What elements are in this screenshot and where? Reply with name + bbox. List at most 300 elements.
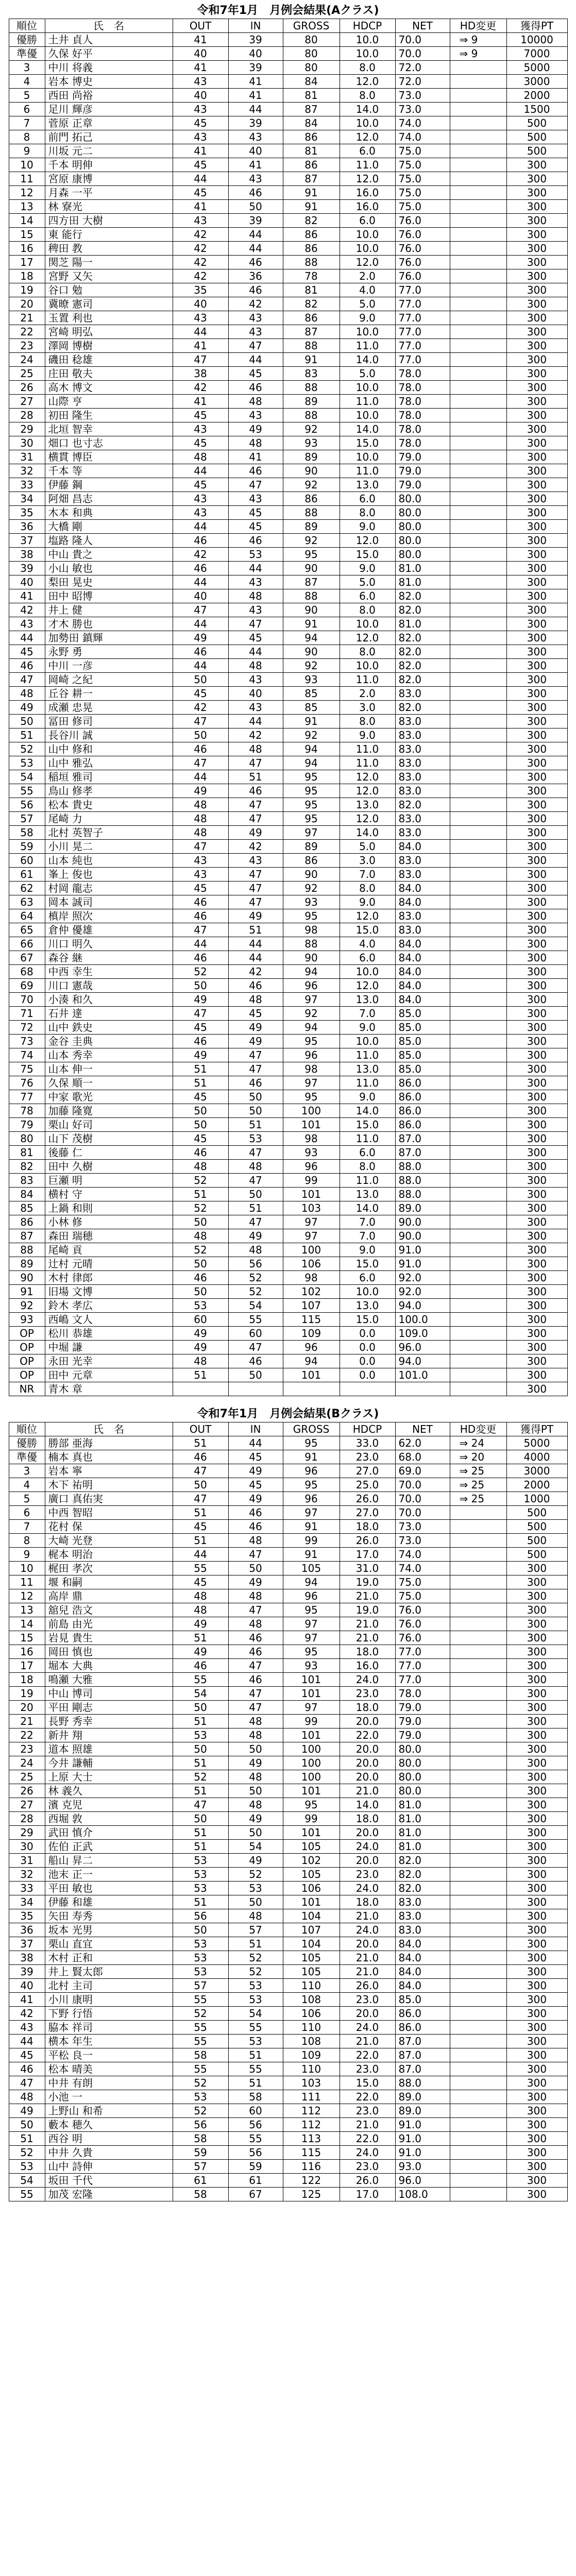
table-row: [9, 1868, 567, 1882]
rank-cell: 13: [9, 1603, 45, 1617]
table-row: [9, 89, 567, 103]
in-cell: 44: [228, 228, 283, 242]
name-cell: 尾崎 貢: [45, 1243, 173, 1257]
hd-change-cell: [450, 673, 506, 687]
hd-change-cell: [450, 993, 506, 1007]
in-cell: 43: [228, 603, 283, 617]
gross-cell: 97: [283, 1076, 340, 1090]
rank-cell: 91: [9, 1285, 45, 1299]
header-net: NET: [395, 1422, 450, 1436]
table-row: [9, 130, 567, 144]
points-cell: 300: [506, 1271, 567, 1285]
gross-cell: 81: [283, 89, 340, 103]
name-cell: 梶本 明治: [45, 1548, 173, 1562]
name-cell: 栗山 直宜: [45, 1937, 173, 1951]
net-cell: 87.0: [395, 2062, 450, 2076]
in-cell: 46: [228, 1506, 283, 1520]
in-cell: 50: [228, 1742, 283, 1756]
rank-cell: 4: [9, 75, 45, 89]
hdcp-cell: 18.0: [340, 1812, 395, 1826]
table-row: [9, 1229, 567, 1243]
gross-cell: 91: [283, 353, 340, 367]
rank-cell: 80: [9, 1132, 45, 1146]
header-hd-change: HD変更: [450, 1422, 506, 1436]
in-cell: 47: [228, 798, 283, 812]
net-cell: 69.0: [395, 1464, 450, 1478]
points-cell: 300: [506, 2048, 567, 2062]
rank-cell: 52: [9, 742, 45, 756]
gross-cell: 101: [283, 1368, 340, 1382]
out-cell: 55: [173, 2021, 228, 2035]
points-cell: 300: [506, 492, 567, 506]
table-row: [9, 478, 567, 492]
out-cell: 52: [173, 2007, 228, 2021]
in-cell: [228, 1382, 283, 1396]
table-row: [9, 1562, 567, 1575]
table-row: [9, 1520, 567, 1534]
out-cell: 51: [173, 1840, 228, 1854]
out-cell: 51: [173, 1631, 228, 1645]
points-cell: 300: [506, 1603, 567, 1617]
hd-change-cell: [450, 1937, 506, 1951]
net-cell: 70.0: [395, 47, 450, 61]
points-cell: 300: [506, 200, 567, 214]
rank-cell: 76: [9, 1076, 45, 1090]
hd-change-cell: [450, 603, 506, 617]
rank-cell: 32: [9, 1868, 45, 1882]
hd-change-cell: [450, 1188, 506, 1201]
table-row: [9, 172, 567, 186]
table-row: [9, 2090, 567, 2104]
name-cell: 冨田 修司: [45, 715, 173, 728]
out-cell: 55: [173, 2062, 228, 2076]
hd-change-cell: [450, 1341, 506, 1354]
name-cell: 尾崎 力: [45, 812, 173, 826]
hd-change-cell: [450, 1132, 506, 1146]
rank-cell: 65: [9, 923, 45, 937]
out-cell: 50: [173, 673, 228, 687]
in-cell: 44: [228, 645, 283, 659]
out-cell: 42: [173, 269, 228, 283]
out-cell: 43: [173, 506, 228, 520]
hd-change-cell: [450, 1589, 506, 1603]
in-cell: 55: [228, 2132, 283, 2146]
points-cell: 300: [506, 520, 567, 534]
in-cell: 49: [228, 1021, 283, 1035]
name-cell: 平田 敏也: [45, 1882, 173, 1895]
name-cell: 冀暸 憲司: [45, 297, 173, 311]
out-cell: 53: [173, 1728, 228, 1742]
net-cell: 84.0: [395, 882, 450, 895]
name-cell: 山本 純也: [45, 854, 173, 868]
rank-cell: 38: [9, 1951, 45, 1965]
name-cell: 関芝 陽一: [45, 256, 173, 269]
gross-cell: 91: [283, 715, 340, 728]
out-cell: 46: [173, 1659, 228, 1673]
points-cell: 300: [506, 617, 567, 631]
name-cell: 青木 章: [45, 1382, 173, 1396]
table-row: [9, 1589, 567, 1603]
hdcp-cell: 20.0: [340, 2007, 395, 2021]
in-cell: 47: [228, 339, 283, 353]
name-cell: 岡本 誠司: [45, 895, 173, 909]
table-row: [9, 1035, 567, 1048]
hd-change-cell: [450, 631, 506, 645]
net-cell: 73.0: [395, 1534, 450, 1548]
gross-cell: 106: [283, 2007, 340, 2021]
hdcp-cell: 8.0: [340, 61, 395, 75]
points-cell: 300: [506, 1589, 567, 1603]
net-cell: 77.0: [395, 353, 450, 367]
out-cell: 45: [173, 186, 228, 200]
hd-change-cell: [450, 409, 506, 422]
hd-change-cell: [450, 367, 506, 381]
rank-cell: 27: [9, 395, 45, 409]
gross-cell: 89: [283, 520, 340, 534]
net-cell: 86.0: [395, 2021, 450, 2035]
table-row: [9, 548, 567, 562]
net-cell: 87.0: [395, 1146, 450, 1160]
table-row: [9, 645, 567, 659]
points-cell: 300: [506, 186, 567, 200]
in-cell: 46: [228, 784, 283, 798]
name-cell: 長谷川 誠: [45, 728, 173, 742]
name-cell: 磯田 稔雄: [45, 353, 173, 367]
points-cell: 300: [506, 631, 567, 645]
name-cell: 前門 拓己: [45, 130, 173, 144]
table-row: [9, 1104, 567, 1118]
table-row: [9, 311, 567, 325]
net-cell: 83.0: [395, 1895, 450, 1909]
out-cell: 40: [173, 297, 228, 311]
hdcp-cell: 8.0: [340, 1160, 395, 1174]
net-cell: 82.0: [395, 798, 450, 812]
rank-cell: 86: [9, 1215, 45, 1229]
points-cell: 300: [506, 854, 567, 868]
hd-change-cell: [450, 1826, 506, 1840]
rank-cell: OP: [9, 1341, 45, 1354]
rank-cell: 6: [9, 1506, 45, 1520]
table-row: [9, 673, 567, 687]
hd-change-cell: [450, 186, 506, 200]
hd-change-cell: [450, 1201, 506, 1215]
gross-cell: 86: [283, 492, 340, 506]
points-cell: 10000: [506, 33, 567, 47]
hdcp-cell: 18.0: [340, 1645, 395, 1659]
points-cell: 5000: [506, 61, 567, 75]
table-row: [9, 562, 567, 575]
points-cell: 300: [506, 756, 567, 770]
net-cell: 62.0: [395, 1436, 450, 1450]
table-row: [9, 826, 567, 840]
out-cell: 50: [173, 1923, 228, 1937]
gross-cell: 105: [283, 1868, 340, 1882]
in-cell: 48: [228, 1589, 283, 1603]
in-cell: 51: [228, 1118, 283, 1132]
name-cell: 金谷 圭典: [45, 1035, 173, 1048]
hdcp-cell: [340, 1382, 395, 1396]
gross-cell: 107: [283, 1923, 340, 1937]
name-cell: 森田 瑞穂: [45, 1229, 173, 1243]
gross-cell: 92: [283, 534, 340, 548]
gross-cell: 113: [283, 2132, 340, 2146]
net-cell: 81.0: [395, 1840, 450, 1854]
gross-cell: 100: [283, 1756, 340, 1770]
rank-cell: 85: [9, 1201, 45, 1215]
gross-cell: 105: [283, 1840, 340, 1854]
hdcp-cell: 9.0: [340, 311, 395, 325]
hd-change-cell: [450, 1909, 506, 1923]
rank-cell: 21: [9, 1715, 45, 1728]
rank-cell: OP: [9, 1354, 45, 1368]
gross-cell: 100: [283, 1770, 340, 1784]
name-cell: 山中 詩伸: [45, 2160, 173, 2174]
rank-cell: 45: [9, 2048, 45, 2062]
out-cell: 48: [173, 1603, 228, 1617]
net-cell: 109.0: [395, 1327, 450, 1341]
out-cell: 48: [173, 812, 228, 826]
in-cell: 49: [228, 1464, 283, 1478]
out-cell: 47: [173, 1464, 228, 1478]
hdcp-cell: 6.0: [340, 589, 395, 603]
net-cell: 77.0: [395, 1659, 450, 1673]
out-cell: 51: [173, 1368, 228, 1382]
name-cell: 山中 鉄史: [45, 1021, 173, 1035]
name-cell: 岡田 慎也: [45, 1645, 173, 1659]
gross-cell: 95: [283, 1436, 340, 1450]
table-row: [9, 909, 567, 923]
net-cell: 84.0: [395, 895, 450, 909]
table-row: [9, 1021, 567, 1035]
name-cell: 中西 幸生: [45, 965, 173, 979]
rank-cell: 59: [9, 840, 45, 854]
name-cell: 田中 久樹: [45, 1160, 173, 1174]
name-cell: 山本 伸一: [45, 1062, 173, 1076]
net-cell: 91.0: [395, 1257, 450, 1271]
net-cell: 80.0: [395, 1742, 450, 1756]
net-cell: 80.0: [395, 1770, 450, 1784]
gross-cell: 94: [283, 1354, 340, 1368]
hd-change-cell: [450, 784, 506, 798]
name-cell: 西谷 明: [45, 2132, 173, 2146]
points-cell: 300: [506, 311, 567, 325]
points-cell: 7000: [506, 47, 567, 61]
rank-cell: 14: [9, 214, 45, 228]
out-cell: 47: [173, 715, 228, 728]
hd-change-cell: [450, 742, 506, 756]
hdcp-cell: 11.0: [340, 158, 395, 172]
hd-change-cell: [450, 1160, 506, 1174]
net-cell: 80.0: [395, 548, 450, 562]
out-cell: 45: [173, 409, 228, 422]
gross-cell: 105: [283, 1562, 340, 1575]
hd-change-cell: [450, 2146, 506, 2160]
out-cell: 47: [173, 1798, 228, 1812]
hd-change-cell: [450, 436, 506, 450]
hdcp-cell: 2.0: [340, 269, 395, 283]
name-cell: 横貫 博臣: [45, 450, 173, 464]
table-row: [9, 381, 567, 395]
hd-change-cell: [450, 562, 506, 575]
name-cell: 松本 貴史: [45, 798, 173, 812]
hd-change-cell: [450, 61, 506, 75]
rank-cell: 58: [9, 826, 45, 840]
points-cell: 300: [506, 1701, 567, 1715]
net-cell: 78.0: [395, 409, 450, 422]
rank-cell: 55: [9, 784, 45, 798]
hdcp-cell: 16.0: [340, 200, 395, 214]
rank-cell: 43: [9, 617, 45, 631]
table-row: [9, 2104, 567, 2118]
rank-cell: 39: [9, 562, 45, 575]
in-cell: 56: [228, 2118, 283, 2132]
table-row: [9, 1341, 567, 1354]
hd-change-cell: [450, 1048, 506, 1062]
out-cell: 51: [173, 1062, 228, 1076]
points-cell: 300: [506, 1160, 567, 1174]
hdcp-cell: 12.0: [340, 909, 395, 923]
gross-cell: 80: [283, 33, 340, 47]
hd-change-cell: [450, 812, 506, 826]
net-cell: 75.0: [395, 1575, 450, 1589]
in-cell: 44: [228, 1436, 283, 1450]
hdcp-cell: 6.0: [340, 1146, 395, 1160]
table-row: [9, 1382, 567, 1396]
points-cell: 300: [506, 715, 567, 728]
out-cell: 58: [173, 2048, 228, 2062]
hdcp-cell: 14.0: [340, 1201, 395, 1215]
net-cell: 83.0: [395, 812, 450, 826]
in-cell: 48: [228, 1909, 283, 1923]
hdcp-cell: 16.0: [340, 1659, 395, 1673]
class-b-title: 令和7年1月 月例会結果(Bクラス): [197, 1408, 379, 1420]
gross-cell: 98: [283, 923, 340, 937]
points-cell: 300: [506, 701, 567, 715]
points-cell: 300: [506, 381, 567, 395]
gross-cell: 101: [283, 1188, 340, 1201]
out-cell: 44: [173, 617, 228, 631]
rank-cell: 46: [9, 2062, 45, 2076]
table-row: [9, 603, 567, 617]
hdcp-cell: 12.0: [340, 172, 395, 186]
points-cell: 300: [506, 1575, 567, 1589]
rank-cell: 89: [9, 1257, 45, 1271]
out-cell: 52: [173, 2104, 228, 2118]
gross-cell: 102: [283, 1854, 340, 1868]
points-cell: 300: [506, 353, 567, 367]
hd-change-cell: [450, 2160, 506, 2174]
out-cell: 50: [173, 1478, 228, 1492]
hd-change-cell: ⇒ 9: [450, 47, 506, 61]
out-cell: 55: [173, 2035, 228, 2048]
name-cell: 松川 恭雄: [45, 1327, 173, 1341]
in-cell: 55: [228, 2062, 283, 2076]
name-cell: 千本 等: [45, 464, 173, 478]
gross-cell: 96: [283, 1048, 340, 1062]
rank-cell: 21: [9, 311, 45, 325]
rank-cell: 45: [9, 645, 45, 659]
table-row: [9, 1728, 567, 1742]
name-cell: 上原 大士: [45, 1770, 173, 1784]
name-cell: 堰 和嗣: [45, 1575, 173, 1589]
name-cell: 小林 修: [45, 1215, 173, 1229]
name-cell: 小山 敏也: [45, 562, 173, 575]
in-cell: 61: [228, 2174, 283, 2188]
hd-change-cell: [450, 1229, 506, 1243]
net-cell: 89.0: [395, 2104, 450, 2118]
name-cell: 今井 謙輔: [45, 1756, 173, 1770]
hdcp-cell: 9.0: [340, 1243, 395, 1257]
table-row: [9, 1715, 567, 1728]
out-cell: 38: [173, 367, 228, 381]
net-cell: 84.0: [395, 937, 450, 951]
rank-cell: 9: [9, 144, 45, 158]
points-cell: 3000: [506, 75, 567, 89]
name-cell: 高岸 鼎: [45, 1589, 173, 1603]
hd-change-cell: [450, 1784, 506, 1798]
rank-cell: 24: [9, 1756, 45, 1770]
hdcp-cell: 10.0: [340, 409, 395, 422]
hd-change-cell: [450, 1965, 506, 1979]
points-cell: 300: [506, 1937, 567, 1951]
gross-cell: 84: [283, 116, 340, 130]
hd-change-cell: [450, 534, 506, 548]
name-cell: 新井 翔: [45, 1728, 173, 1742]
name-cell: 木下 祐明: [45, 1478, 173, 1492]
out-cell: 52: [173, 965, 228, 979]
in-cell: 58: [228, 2090, 283, 2104]
hd-change-cell: [450, 339, 506, 353]
hdcp-cell: 23.0: [340, 1450, 395, 1464]
points-cell: 300: [506, 478, 567, 492]
rank-cell: 73: [9, 1035, 45, 1048]
gross-cell: 116: [283, 2160, 340, 2174]
name-cell: 平田 剛志: [45, 1701, 173, 1715]
in-cell: 47: [228, 756, 283, 770]
hdcp-cell: 24.0: [340, 2146, 395, 2160]
points-cell: 300: [506, 798, 567, 812]
header-name: 氏 名: [45, 1422, 173, 1436]
gross-cell: 87: [283, 172, 340, 186]
name-cell: 鳥山 修孝: [45, 784, 173, 798]
points-cell: 300: [506, 395, 567, 409]
name-cell: 長野 秀幸: [45, 1715, 173, 1728]
hd-change-cell: [450, 1382, 506, 1396]
in-cell: 43: [228, 325, 283, 339]
net-cell: 86.0: [395, 1118, 450, 1132]
hdcp-cell: 15.0: [340, 548, 395, 562]
hd-change-cell: [450, 1756, 506, 1770]
points-cell: 300: [506, 325, 567, 339]
gross-cell: 88: [283, 589, 340, 603]
net-cell: 75.0: [395, 158, 450, 172]
rank-cell: 35: [9, 1909, 45, 1923]
table-row: [9, 450, 567, 464]
points-cell: 300: [506, 1299, 567, 1313]
name-cell: 四方田 大樹: [45, 214, 173, 228]
points-cell: 300: [506, 2035, 567, 2048]
out-cell: 40: [173, 47, 228, 61]
net-cell: 89.0: [395, 1201, 450, 1215]
in-cell: 46: [228, 979, 283, 993]
rank-cell: 87: [9, 1229, 45, 1243]
name-cell: 足川 輝彦: [45, 103, 173, 116]
hdcp-cell: 12.0: [340, 812, 395, 826]
in-cell: 44: [228, 353, 283, 367]
table-row: [9, 1062, 567, 1076]
hdcp-cell: 22.0: [340, 2048, 395, 2062]
hdcp-cell: 11.0: [340, 1048, 395, 1062]
